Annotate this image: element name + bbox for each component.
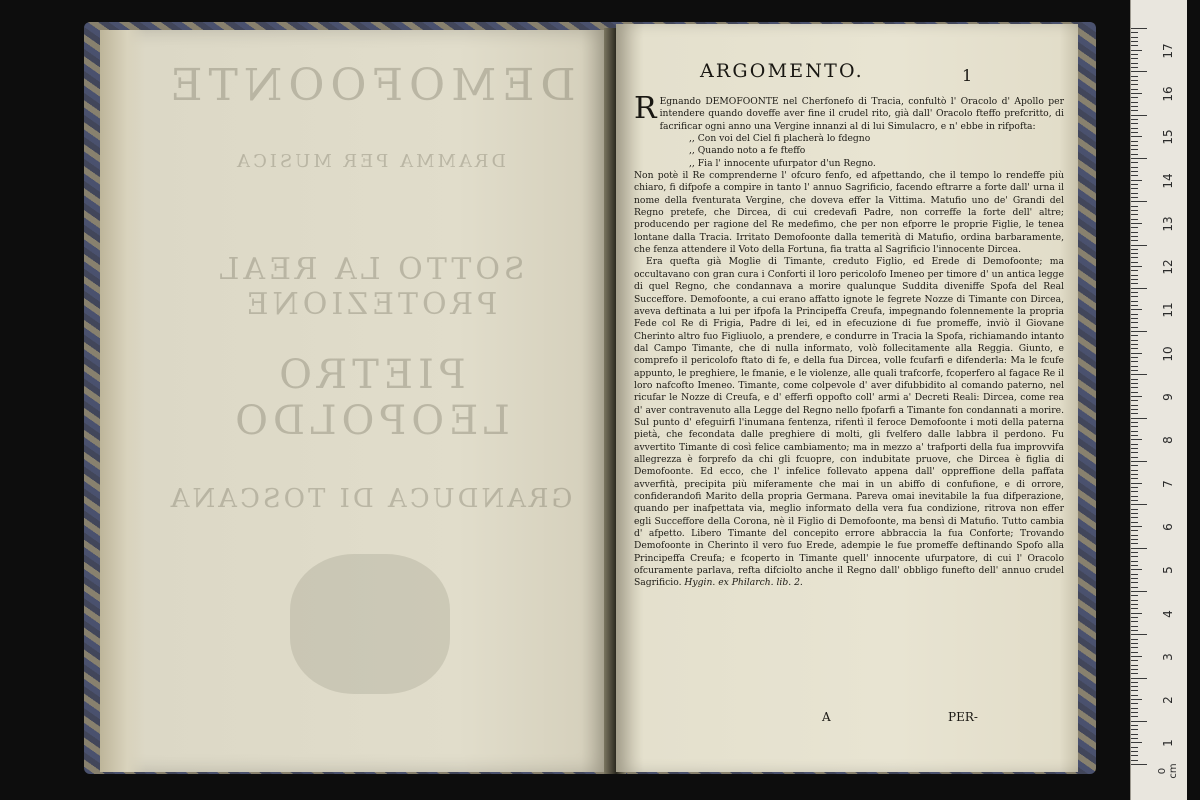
ruler-tick — [1131, 465, 1138, 466]
ruler-tick — [1131, 240, 1138, 241]
ruler-tick — [1131, 539, 1138, 540]
ruler-tick — [1131, 180, 1142, 181]
ruler-tick — [1131, 652, 1138, 653]
ruler-tick — [1131, 145, 1138, 146]
ruler-tick — [1131, 266, 1142, 267]
ruler-number: 3 — [1161, 653, 1175, 661]
ruler-number: 13 — [1161, 216, 1175, 232]
ruler-number: 12 — [1161, 259, 1175, 275]
ruler-tick — [1131, 457, 1138, 458]
ruler-tick — [1131, 686, 1138, 687]
ruler-tick — [1131, 63, 1138, 64]
ruler-tick — [1131, 110, 1138, 111]
ruler-tick — [1131, 184, 1138, 185]
ruler-tick — [1131, 504, 1147, 505]
ruler-number: 9 — [1161, 393, 1175, 401]
ruler-tick — [1131, 353, 1142, 354]
ruler-tick — [1131, 747, 1138, 748]
opening-paragraph — [634, 91, 1064, 133]
ruler-tick — [1131, 314, 1138, 315]
ruler-tick — [1131, 478, 1138, 479]
ruler-tick — [1131, 695, 1138, 696]
ruler-tick — [1131, 249, 1138, 250]
ruler-tick — [1131, 392, 1138, 393]
ruler-tick — [1131, 673, 1138, 674]
ruler-tick — [1131, 201, 1147, 202]
ruler-tick — [1131, 84, 1138, 85]
ruler-tick — [1131, 639, 1138, 640]
ruler-tick — [1131, 552, 1138, 553]
ruler-tick — [1131, 517, 1138, 518]
ruler-number: 1 — [1161, 739, 1175, 748]
ruler-tick — [1131, 665, 1138, 666]
ruler-tick — [1131, 366, 1138, 367]
ruler-tick — [1131, 219, 1138, 220]
ruler-tick — [1131, 578, 1138, 579]
ruler-tick — [1131, 647, 1138, 648]
ruler-tick — [1131, 738, 1138, 739]
ruler-tick — [1131, 236, 1138, 237]
ruler-tick — [1131, 426, 1138, 427]
ruler-tick — [1131, 400, 1138, 401]
ruler-tick — [1131, 115, 1147, 116]
oracle-verse-2: ,, Quando noto a fe fteffo — [689, 145, 806, 157]
ghost-seal-icon — [290, 554, 450, 694]
paragraph-2-text: Era quefta già Moglie di Timante, creduto Figlio, ed Erede di Demofoonte; ma occultavano con gran cura i Conforti il loro pericolofo Imeneo per timore d' un antica legge di quel Regno, che condannava a morire qualunque Suddita diveniffe Spofa del Real Succeffore. Demofoonte, a cui erano affatto ignote le fegrete Nozze di Timante con Dircea, aveva deftinata a lui per ifpofa la Principeffa Creufa, impegnando folennemente la propria Fede col Re di Frigia, Padre di lei, ed in efecuzione di fue promeffe, inviò il Giovane Cherinto altro fuo Figliuolo, a prendere, e condurre in Tracia la Spofa, richiamando intanto dal Campo Timante, che di nulla informato, volò follecitamente alla Reggia. Giunto, e comprefo il pericolofo ftato di fe, e della fua Dircea, volle fcufarfi e difenderla: Ma le fcufe appunto, le preghiere, le fmanie, e le violenze, alle quali trafcorfe, fcoperfero al fagace Re il loro nafcofto Imeneo. Timante, come colpevole d' aver difubbidito al comando paterno, nel ricufar le Nozze di Creufa, e d' efferfi oppofto coll' armi a' Decreti Reali: Dircea, come rea d' aver contravenuto alla Legge del Regno nello fpofarfi a Timante fon condannati a morire. Sul punto d' efeguirfi l'inumana fentenza, rifentì il feroce Demofoonte i moti della paterna pietà, che fecondata dalle preghiere di molti, gli fvelfero dalle labbra il perdono. Fu avvertito Timante di così felice cambiamento; ma in mezzo a' trafporti della fua improvvifa allegrezza è forprefo da chi gli fcuopre, con indubitate pruove, che Dircea è figlia di Demofoonte. Ed ecco, che l' infelice follevato appena dall' oppreffione della paffata avverfità, precipita più miferamente che mai in un abiffo di confufione, e di orrore, confiderandofi Marito della propria Germana. Pareva omai inevitabile la fua difperazione, quando per inafpettata via, meglio informato della vera fua condizione, ritrova non effer egli Succeffore della Corona, nè il Figlio di Demofoonte, ma bensì di Matufio. Tutto cambia d' afpetto. Libero Timante del concepito errore abbraccia la fua Conforte; Trovando Demofoonte in Cherinto il vero fuo Erede, adempie le fue promeffe deftinando Spofo alla Principeffa Creufa; e fcoperto in Timante quell' innocente ufurpatore, di cui l' Oracolo ofcuramente parlava, refta difciolto anche il Regno dall' obbligo funefto dell' annuo crudel Sagrificio. — [634, 256, 1064, 589]
ruler-tick — [1131, 621, 1138, 622]
ruler-tick — [1131, 257, 1138, 258]
ruler-tick — [1131, 608, 1138, 609]
ruler-number: 10 — [1161, 346, 1175, 362]
ruler-tick — [1131, 154, 1138, 155]
ruler-tick — [1131, 97, 1138, 98]
ruler-tick — [1131, 565, 1138, 566]
ruler-tick — [1131, 491, 1138, 492]
ruler-tick — [1131, 76, 1138, 77]
ruler-tick — [1131, 561, 1138, 562]
ruler-tick — [1131, 123, 1138, 124]
ruler-tick — [1131, 409, 1138, 410]
ruler-tick — [1131, 175, 1138, 176]
ruler-tick — [1131, 613, 1142, 614]
ruler-tick — [1131, 448, 1138, 449]
ruler-tick — [1131, 93, 1142, 94]
ruler-tick — [1131, 712, 1138, 713]
ruler-tick — [1131, 361, 1138, 362]
ruler-tick — [1131, 548, 1147, 549]
oracle-verse-1: ,, Con voi del Ciel fi placherà lo fdegno — [689, 133, 871, 145]
ruler-tick — [1131, 587, 1138, 588]
ruler-tick — [1131, 439, 1142, 440]
ruler-tick — [1131, 708, 1138, 709]
ruler-tick — [1131, 716, 1138, 717]
ruler-tick — [1131, 340, 1138, 341]
ruler-tick — [1131, 305, 1138, 306]
ruler-tick — [1131, 734, 1138, 735]
ruler-tick — [1131, 379, 1138, 380]
ruler-tick — [1131, 327, 1138, 328]
ruler-tick — [1131, 678, 1147, 679]
ruler-tick — [1131, 669, 1138, 670]
ruler-tick — [1131, 262, 1138, 263]
ruler-tick — [1131, 331, 1147, 332]
show-through-text — [150, 50, 590, 690]
ruler-tick — [1131, 600, 1138, 601]
ruler-tick — [1131, 223, 1142, 224]
ruler-tick — [1131, 279, 1138, 280]
ruler-tick — [1131, 543, 1138, 544]
ruler-number: 4 — [1161, 609, 1175, 618]
page-edge — [100, 30, 146, 772]
ghost-protection: SOTTO LA REAL PROTEZIONE — [215, 252, 525, 322]
ruler-tick — [1131, 591, 1147, 592]
ruler-tick — [1131, 210, 1138, 211]
paragraph-1: Non potè il Re comprenderne l' ofcuro fenfo, ed afpettando, che il tempo lo rendeffe più chiaro, fi difpofe a compire in tanto l' annuo Sagrificio, facendo eftrarre a forte dall' urna il nome della fventurata Vergine, che doveva effer la Vittima. Matufio uno de' Grandi del Regno pretefe, che Dircea, di cui credevafi Padre, non correffe la forte dell' altre; producendo per ragione del Re medefimo, che per non efporre le proprie Figlie, le tenea lontane dalla Tracia. Irritato Demofoonte dalla temerità di Matufio, ordina barbaramente, che fenza attendere il Voto della Fortuna, fia tratta al Sagrificio l'innocente Dircea. — [634, 170, 1064, 256]
ruler-tick — [1131, 54, 1138, 55]
oracle-verse-3: ,, Fia l' innocente ufurpator d'un Regno. — [689, 157, 876, 169]
ruler-tick — [1131, 32, 1138, 33]
ruler-tick — [1131, 413, 1138, 414]
ruler-number: 8 — [1161, 436, 1175, 445]
signature-mark: A — [822, 710, 831, 724]
ruler-tick — [1131, 206, 1138, 207]
ruler-tick — [1131, 418, 1147, 419]
ruler-tick — [1131, 500, 1138, 501]
argument-text — [634, 91, 1064, 590]
ruler-tick — [1131, 296, 1138, 297]
ruler-tick — [1131, 348, 1138, 349]
ruler-tick — [1131, 275, 1138, 276]
ruler-tick — [1131, 569, 1142, 570]
ruler-tick — [1131, 513, 1138, 514]
ruler-tick — [1131, 80, 1138, 81]
drop-initial: R — [634, 91, 657, 126]
catchword: PER- — [948, 710, 978, 724]
page-header — [700, 60, 980, 88]
ruler-tick — [1131, 582, 1138, 583]
ruler-tick — [1131, 452, 1138, 453]
ruler-tick — [1131, 509, 1138, 510]
ruler-tick — [1131, 162, 1138, 163]
ruler-tick — [1131, 682, 1138, 683]
ruler-tick — [1131, 431, 1138, 432]
ruler-tick — [1131, 58, 1138, 59]
ruler-tick — [1131, 283, 1138, 284]
ruler-tick — [1131, 574, 1138, 575]
ruler-tick — [1131, 128, 1138, 129]
ruler-tick — [1131, 301, 1138, 302]
ruler-tick — [1131, 71, 1147, 72]
ghost-title-granduca: GRANDUCA DI TOSCANA — [167, 484, 573, 514]
ruler-tick — [1131, 721, 1147, 722]
ruler-tick — [1131, 318, 1138, 319]
ruler-tick — [1131, 703, 1138, 704]
ruler-tick — [1131, 89, 1138, 90]
ruler-tick — [1131, 188, 1138, 189]
ruler-number: 5 — [1161, 566, 1175, 575]
ruler-tick — [1131, 387, 1138, 388]
ruler-tick — [1131, 604, 1138, 605]
opening-text: Egnando DEMOFOONTE nel Cherfonefo di Tracia, confultò l' Oracolo d' Apollo per intendere quando doveffe aver fine il crudel rito, già dall' Oracolo fteffo prefcritto, di facrificar ogni anno una Vergine innanzi al di lui Simulacro, e n' ebbe in rifpofta: — [659, 96, 1064, 132]
ruler-tick — [1131, 193, 1138, 194]
ruler-tick — [1131, 470, 1138, 471]
ruler-tick — [1131, 357, 1138, 358]
ghost-subtitle: DRAMMA PER MUSICA — [234, 151, 506, 172]
ruler-number: 15 — [1161, 129, 1175, 145]
ruler-tick — [1131, 699, 1142, 700]
ruler-tick — [1131, 167, 1138, 168]
ruler-tick — [1131, 487, 1138, 488]
ruler-tick — [1131, 396, 1142, 397]
ruler-tick — [1131, 626, 1138, 627]
ruler-number: 17 — [1161, 43, 1175, 59]
ruler-tick — [1131, 370, 1138, 371]
ruler-tick — [1131, 288, 1147, 289]
ruler-tick — [1131, 50, 1142, 51]
ruler-tick — [1131, 751, 1138, 752]
ruler-tick — [1131, 149, 1138, 150]
ruler-tick — [1131, 383, 1138, 384]
paragraph-2 — [634, 256, 1064, 589]
ruler-tick — [1131, 344, 1138, 345]
ruler-tick — [1131, 141, 1138, 142]
ruler-tick — [1131, 119, 1138, 120]
ruler-tick — [1131, 227, 1138, 228]
ruler-tick — [1131, 630, 1138, 631]
ruler-tick — [1131, 309, 1142, 310]
ruler-tick — [1131, 755, 1138, 756]
ruler-tick — [1131, 764, 1147, 765]
ruler-tick — [1131, 37, 1138, 38]
ruler-tick — [1131, 483, 1142, 484]
ghost-title: DEMOFOONTE — [164, 60, 576, 111]
measurement-ruler — [1130, 0, 1187, 800]
ruler-tick — [1131, 41, 1138, 42]
ruler-tick — [1131, 461, 1147, 462]
ruler-tick — [1131, 171, 1138, 172]
ruler-tick — [1131, 374, 1147, 375]
ruler-tick — [1131, 132, 1138, 133]
ruler-tick — [1131, 106, 1138, 107]
ruler-number: 14 — [1161, 172, 1175, 189]
ruler-tick — [1131, 535, 1138, 536]
ruler-tick — [1131, 690, 1138, 691]
ruler-number: 16 — [1161, 86, 1175, 102]
ruler-tick — [1131, 232, 1138, 233]
ruler-tick — [1131, 634, 1147, 635]
ghost-name: PIETRO LEOPOLDO — [230, 352, 510, 444]
ruler-tick — [1131, 530, 1138, 531]
ruler-number: 6 — [1161, 523, 1175, 531]
ruler-tick — [1131, 760, 1138, 761]
ruler-tick — [1131, 67, 1138, 68]
ruler-tick — [1131, 422, 1138, 423]
ruler-tick — [1131, 214, 1138, 215]
ruler-tick — [1131, 292, 1138, 293]
page-title: ARGOMENTO. — [700, 60, 864, 82]
ruler-tick — [1131, 444, 1138, 445]
ruler-tick — [1131, 522, 1138, 523]
ruler-tick — [1131, 660, 1138, 661]
ruler-tick — [1131, 742, 1142, 743]
ruler-tick — [1131, 435, 1138, 436]
ruler-number: 2 — [1161, 696, 1175, 704]
ruler-tick — [1131, 102, 1138, 103]
ruler-tick — [1131, 405, 1138, 406]
page-number: 1 — [962, 66, 973, 85]
ruler-tick — [1131, 617, 1138, 618]
ruler-tick — [1131, 595, 1138, 596]
ruler-tick — [1131, 322, 1138, 323]
ruler-tick — [1131, 335, 1138, 336]
ruler-tick — [1131, 725, 1138, 726]
ruler-number: 11 — [1161, 302, 1175, 319]
ruler-tick — [1131, 474, 1138, 475]
ruler-tick — [1131, 643, 1138, 644]
ruler-tick — [1131, 197, 1138, 198]
ruler-tick — [1131, 526, 1142, 527]
ruler-tick — [1131, 656, 1142, 657]
ruler-tick — [1131, 136, 1142, 137]
ruler-tick — [1131, 253, 1138, 254]
ruler-number: 7 — [1161, 479, 1175, 488]
ruler-tick — [1131, 45, 1138, 46]
ruler-tick — [1131, 158, 1147, 159]
ruler-tick — [1131, 270, 1138, 271]
ruler-tick — [1131, 496, 1138, 497]
ruler-tick — [1131, 556, 1138, 557]
citation: Hygin. ex Philarch. lib. 2. — [684, 577, 803, 589]
ruler-tick — [1131, 28, 1147, 29]
ruler-tick — [1131, 245, 1147, 246]
ruler-tick — [1131, 729, 1138, 730]
ruler-unit: 0 cm — [1157, 763, 1179, 779]
